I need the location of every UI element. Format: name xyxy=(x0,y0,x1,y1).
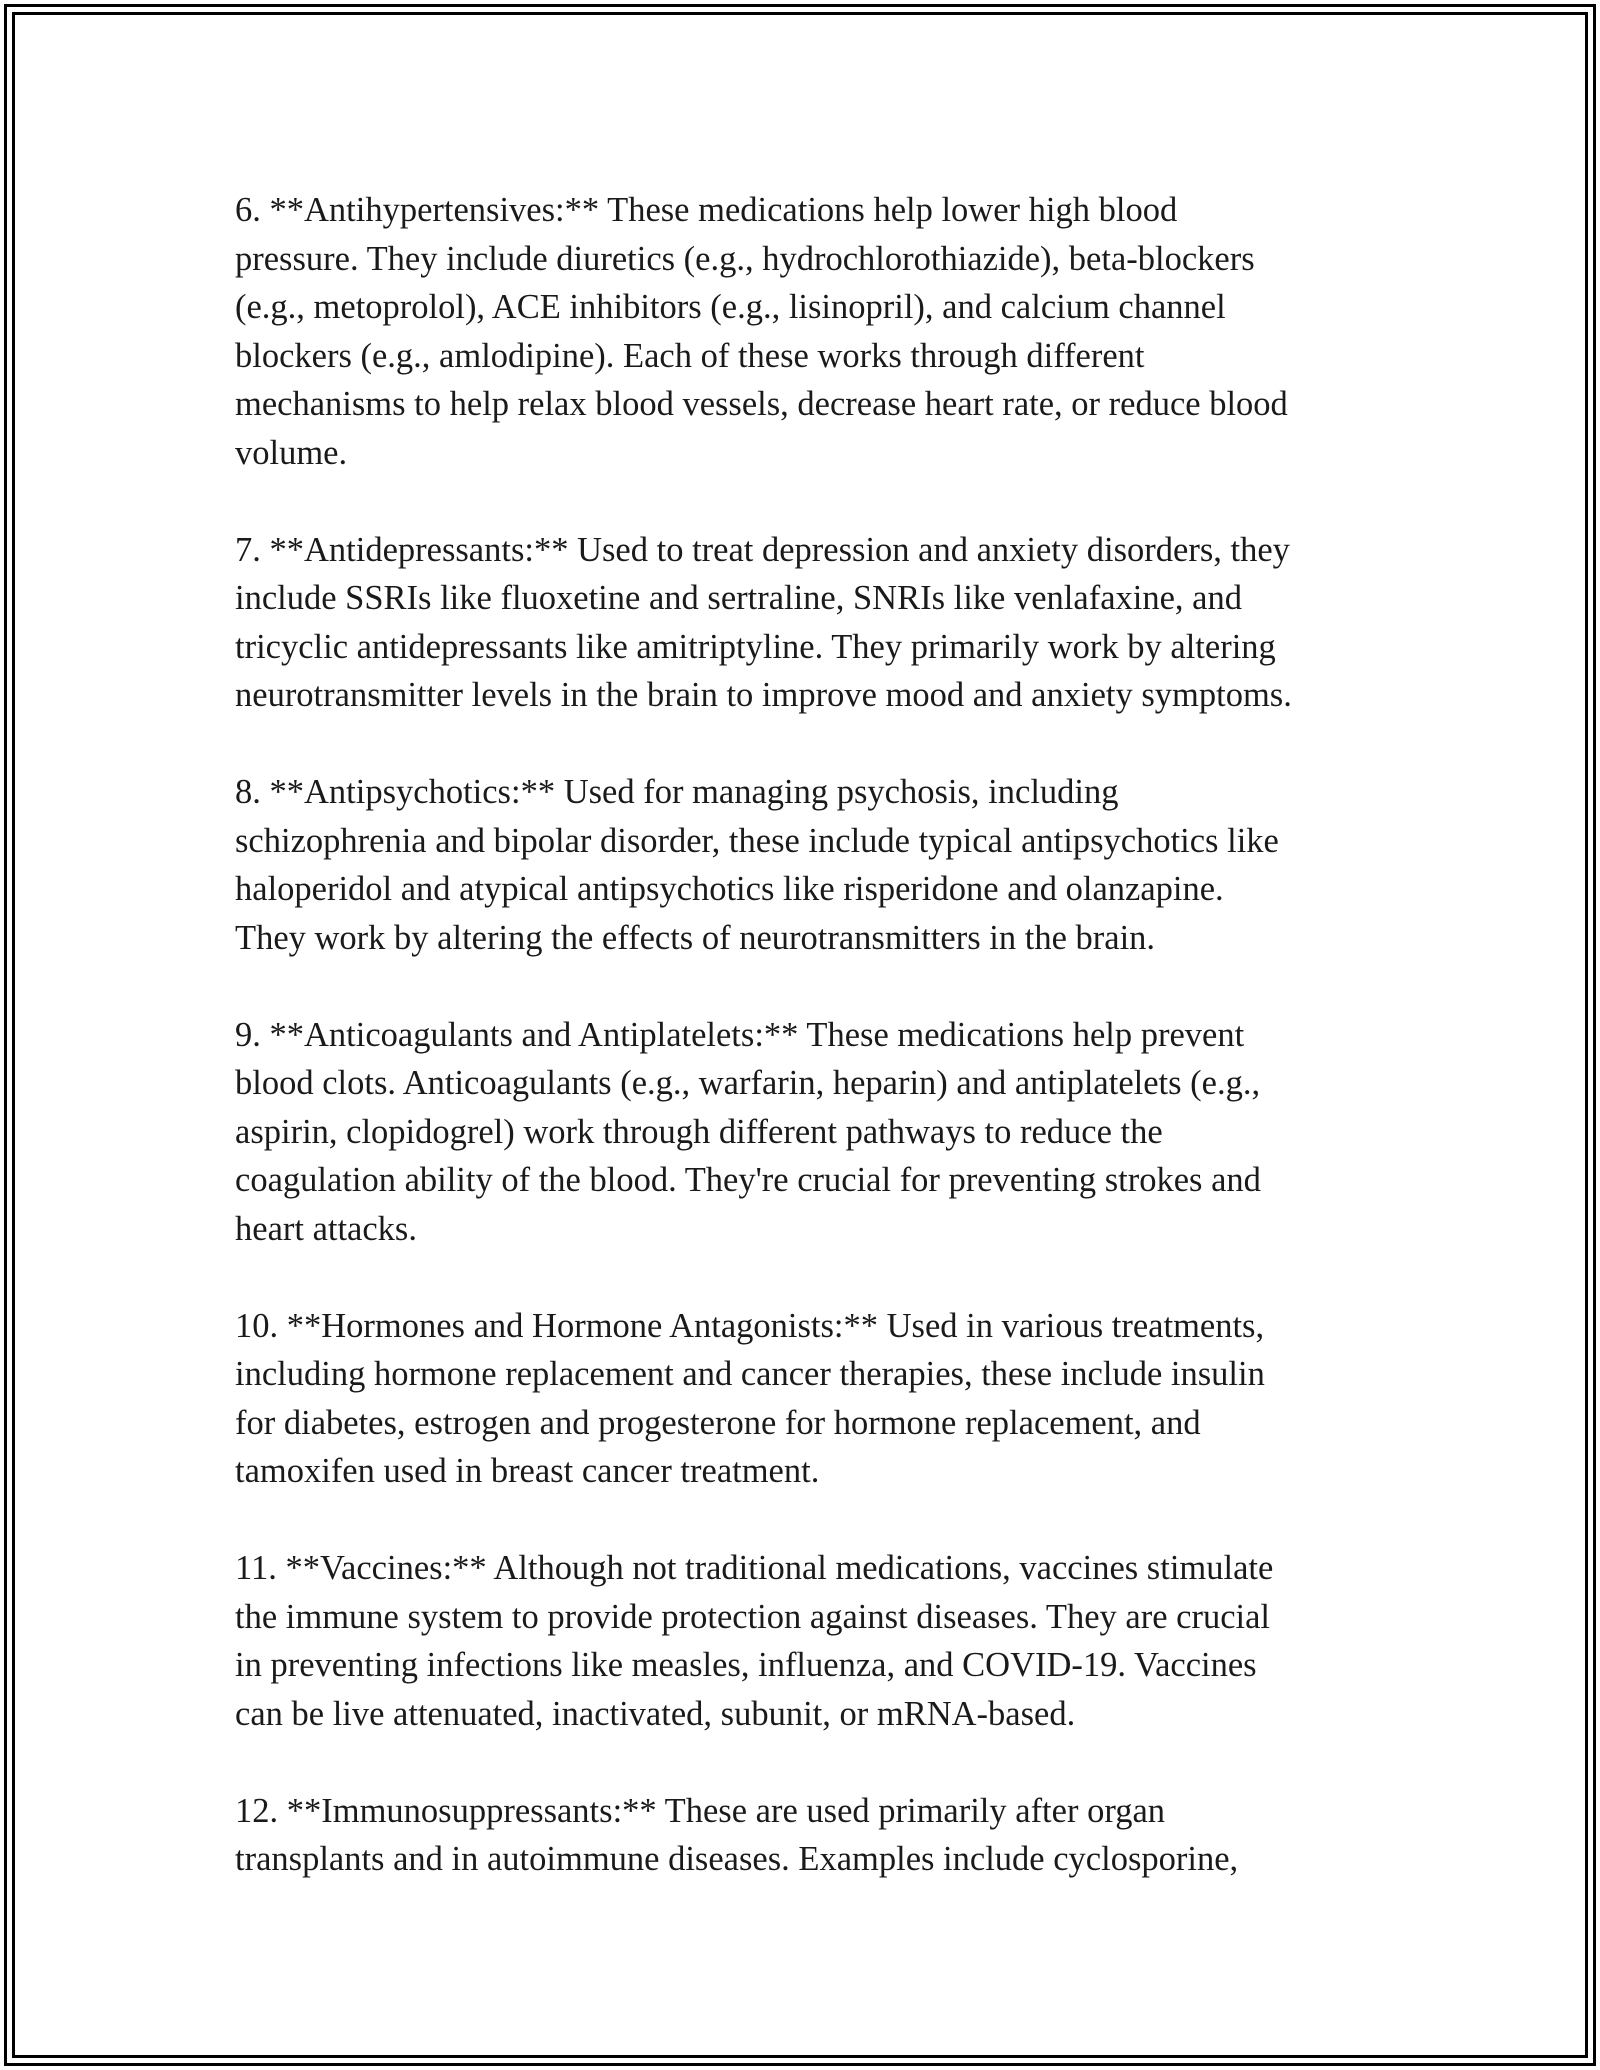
text-line: blockers (e.g., amlodipine). Each of these works through different xyxy=(235,336,1145,375)
text-line: heart attacks. xyxy=(235,1209,417,1248)
text-line: 10. **Hormones and Hormone Antagonists:** Used in various treatments, xyxy=(235,1306,1265,1345)
list-item-immunosuppressants xyxy=(235,1787,1375,1884)
text-line: volume. xyxy=(235,433,348,472)
text-line: for diabetes, estrogen and progesterone for hormone replacement, and xyxy=(235,1403,1201,1442)
text-line: They work by altering the effects of neurotransmitters in the brain. xyxy=(235,918,1156,957)
list-item-anticoagulants xyxy=(235,1011,1375,1254)
text-line: blood clots. Anticoagulants (e.g., warfarin, heparin) and antiplatelets (e.g., xyxy=(235,1064,1261,1102)
text-line: schizophrenia and bipolar disorder, these include typical antipsychotics like xyxy=(235,821,1279,860)
text-line: coagulation ability of the blood. They're crucial for preventing strokes and xyxy=(235,1161,1261,1199)
text-line: aspirin, clopidogrel) work through different pathways to reduce the xyxy=(235,1112,1163,1151)
text-line: tamoxifen used in breast cancer treatment. xyxy=(235,1452,820,1490)
list-item-vaccines xyxy=(235,1544,1375,1738)
list-item-antihypertensives xyxy=(235,186,1375,477)
text-line: tricyclic antidepressants like amitriptyline. They primarily work by altering xyxy=(235,627,1276,666)
text-line: 12. **Immunosuppressants:** These are used primarily after organ xyxy=(235,1791,1166,1830)
text-line: haloperidol and atypical antipsychotics like risperidone and olanzapine. xyxy=(235,870,1224,908)
text-line: pressure. They include diuretics (e.g., hydrochlorothiazide), beta-blockers xyxy=(235,239,1255,278)
text-line: including hormone replacement and cancer therapies, these include insulin xyxy=(235,1355,1265,1393)
text-line: 7. **Antidepressants:** Used to treat depression and anxiety disorders, they xyxy=(235,530,1290,569)
text-line: in preventing infections like measles, influenza, and COVID-19. Vaccines xyxy=(235,1646,1257,1684)
text-line: 11. **Vaccines:** Although not traditional medications, vaccines stimulate xyxy=(235,1549,1274,1587)
text-line: 8. **Antipsychotics:** Used for managing psychosis, including xyxy=(235,773,1119,811)
text-line: the immune system to provide protection against diseases. They are crucial xyxy=(235,1597,1271,1636)
text-line: mechanisms to help relax blood vessels, decrease heart rate, or reduce blood xyxy=(235,385,1288,423)
list-item-antidepressants xyxy=(235,526,1375,720)
text-line: transplants and in autoimmune diseases. Examples include cyclosporine, xyxy=(235,1840,1239,1878)
text-line: 6. **Antihypertensives:** These medications help lower high blood xyxy=(235,191,1178,229)
text-line: neurotransmitter levels in the brain to improve mood and anxiety symptoms. xyxy=(235,676,1292,714)
document-body xyxy=(235,186,1375,1932)
text-line: 9. **Anticoagulants and Antiplatelets:** These medications help prevent xyxy=(235,1015,1245,1054)
list-item-hormones xyxy=(235,1302,1375,1496)
text-line: (e.g., metoprolol), ACE inhibitors (e.g., lisinopril), and calcium channel xyxy=(235,288,1226,326)
text-line: can be live attenuated, inactivated, subunit, or mRNA-based. xyxy=(235,1694,1076,1733)
list-item-antipsychotics xyxy=(235,768,1375,962)
text-line: include SSRIs like fluoxetine and sertraline, SNRIs like venlafaxine, and xyxy=(235,579,1242,617)
